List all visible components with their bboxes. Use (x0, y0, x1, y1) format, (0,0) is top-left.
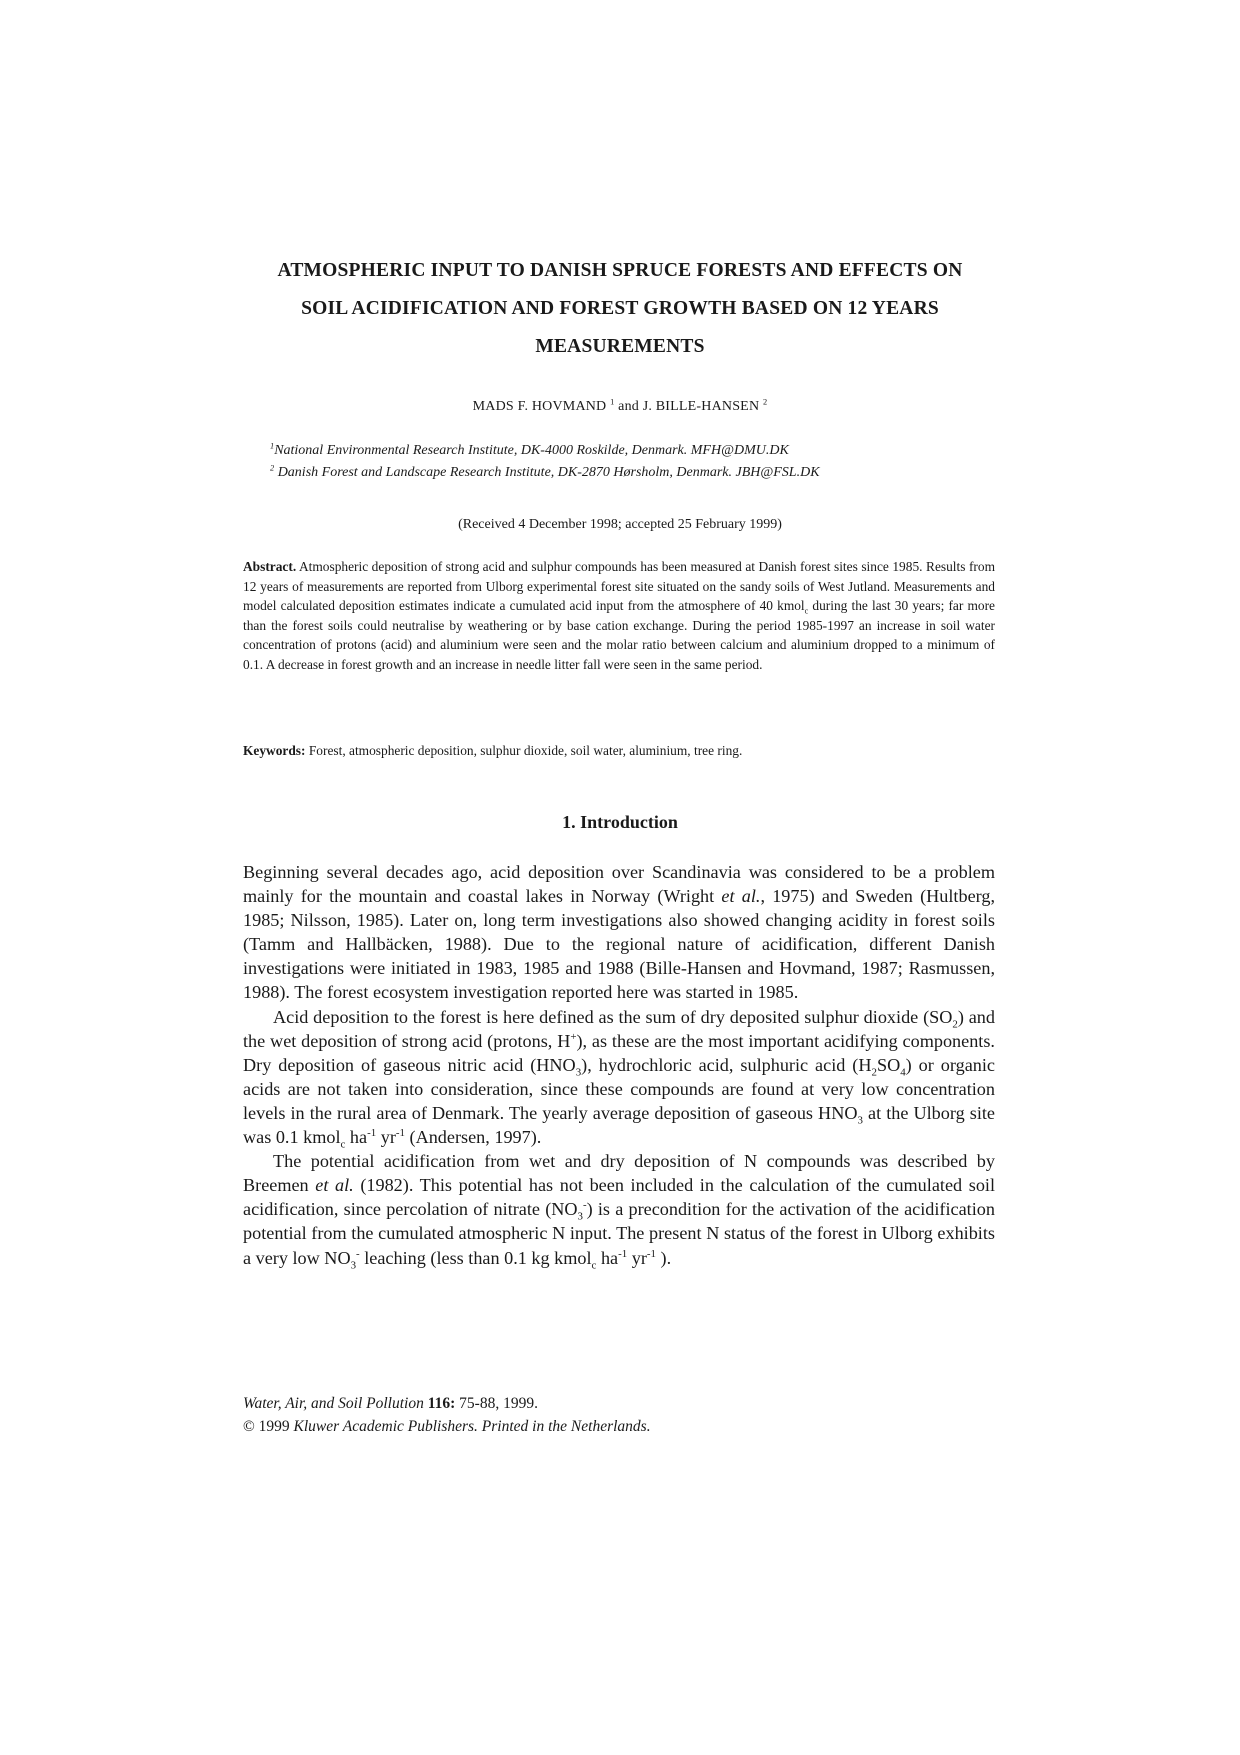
affiliation-2-mark: 2 (270, 463, 275, 473)
p2-text-e: SO (876, 1054, 901, 1075)
paragraph-1 (243, 860, 995, 1005)
affiliations (270, 440, 820, 484)
p3-text-b: (1982). This potential has not been included in the calculation of the cumulated soil acidification, since percolation of nitrate (NO (243, 1175, 996, 1220)
p2-text-j: (Andersen, 1997). (409, 1127, 542, 1148)
title-line-2: SOIL ACIDIFICATION AND FOREST GROWTH BASED ON 12 YEARS (301, 298, 939, 319)
abstract-label: Abstract. (243, 559, 297, 574)
abstract-sub-c: c (804, 606, 809, 616)
abstract-text-b: during the last 30 years; far more than the forest soils could neutralise by weathering or by base cation exchange. During the period 1985-1997 an increase in soil water concentration of protons (acid) and aluminium were seen and the molar ratio between calcium and aluminium dropped to a minimum of 0.1. A decrease in forest growth and an increase in needle litter fall were seen in the same period. (243, 598, 995, 672)
paragraph-3 (243, 1149, 996, 1272)
paper-title (200, 252, 1040, 366)
p2-c-sub: c (340, 1138, 346, 1151)
citation-line (243, 1392, 651, 1415)
p3-yr-sup: -1 (646, 1247, 656, 1260)
keywords (243, 743, 995, 759)
p3-c-sub: c (591, 1259, 597, 1272)
p3-text-f: yr (631, 1247, 647, 1268)
affiliation-1 (270, 440, 820, 462)
affiliation-2 (270, 462, 820, 484)
title-line-3: MEASUREMENTS (535, 336, 705, 357)
p3-no3b-sup: - (356, 1247, 360, 1260)
p2-text-b: ) and the wet deposition of strong acid (protons, H (243, 1006, 995, 1051)
p3-etal: et al. (315, 1175, 354, 1196)
p2-h2-sub: 2 (871, 1066, 877, 1079)
keywords-text: Forest, atmospheric deposition, sulphur dioxide, soil water, aluminium, tree ring. (308, 743, 743, 758)
p3-text-a: The potential acidification from wet and dry deposition of N compounds was described by Breemen (243, 1151, 995, 1196)
publisher: Kluwer Academic Publishers. Printed in the Netherlands. (293, 1418, 651, 1435)
section-heading: 1. Introduction (562, 812, 678, 832)
p3-ha-sup: -1 (618, 1247, 628, 1260)
p2-yr-sup: -1 (395, 1126, 405, 1139)
p2-text-h: ha (349, 1127, 368, 1148)
p3-no3-sub: 3 (577, 1210, 583, 1223)
p1-text-b: , 1975) and Sweden (Hultberg, 1985; Nilsson, 1985). Later on, long term investigations also showed changing acidity in forest soils (Tamm and Hallbäcken, 1988). Due to the regional nature of acidification, different Danish investigations were initiated in 1983, 1985 and 1988 (Bille-Hansen and Hovmand, 1987; Rasmussen, 1988). The forest ecosystem investigation reported here was started in 1985. (243, 886, 996, 1003)
introduction-body (243, 860, 995, 1270)
p3-text-g: ). (660, 1247, 672, 1268)
p1-etal: et al. (721, 886, 761, 907)
p2-text-c: ), as these are the most important acidifying components. Dry deposition of gaseous nitric acid (HNO (243, 1030, 995, 1075)
p2-text-g: at the Ulborg site was 0.1 kmol (243, 1102, 995, 1148)
p2-text-a: Acid deposition to the forest is here defined as the sum of dry deposited sulphur dioxide (SO (273, 1006, 953, 1027)
copyright-year: © 1999 (243, 1418, 290, 1435)
author-line (200, 399, 1040, 415)
abstract (243, 557, 995, 675)
p3-text-e: ha (600, 1247, 619, 1268)
affiliation-2-text: Danish Forest and Landscape Research Institute, DK-2870 Hørsholm, Denmark. JBH@FSL.DK (277, 465, 820, 480)
p3-no3b-sub: 3 (350, 1259, 357, 1272)
journal-name: Water, Air, and Soil Pollution (243, 1395, 424, 1412)
p2-text-d: ), hydrochloric acid, sulphuric acid (H (581, 1054, 872, 1075)
p2-h-sup: + (570, 1030, 577, 1043)
journal-footer (243, 1392, 651, 1438)
copyright-line (243, 1415, 651, 1438)
p2-hno3-sub: 3 (575, 1066, 582, 1079)
p2-text-i: yr (380, 1127, 396, 1148)
author-1: MADS F. HOVMAND (472, 399, 607, 414)
received-dates: (Received 4 December 1998; accepted 25 February 1999) (458, 517, 782, 532)
p2-so4-sub: 4 (900, 1066, 906, 1079)
journal-volume: 116: (427, 1395, 456, 1412)
p2-so2-sub: 2 (952, 1018, 958, 1031)
journal-pages: 75-88, 1999. (459, 1395, 538, 1412)
paragraph-2 (243, 1005, 995, 1150)
keywords-label: Keywords: (243, 743, 306, 758)
affiliation-1-mark: 1 (270, 441, 275, 451)
p3-text-c: ) is a precondition for the activation of the acidification potential from the cumulated atmospheric N input. The present N status of the forest in Ulborg exhibits a very low NO (243, 1199, 995, 1268)
p2-ha-sup: -1 (367, 1126, 377, 1139)
author-2-affil-mark: 2 (762, 397, 768, 407)
p2-text-f: ) or organic acids are not taken into consideration, since these compounds are found at very low concentration levels in the rural area of Denmark. The yearly average deposition of gaseous HNO (243, 1054, 995, 1123)
p2-hno3b-sub: 3 (857, 1114, 863, 1127)
author-1-affil-mark: 1 (610, 397, 615, 407)
affiliation-1-text: National Environmental Research Institute, DK-4000 Roskilde, Denmark. MFH@DMU.DK (274, 443, 789, 458)
title-line-1: ATMOSPHERIC INPUT TO DANISH SPRUCE FORESTS AND EFFECTS ON (277, 260, 963, 281)
p3-no3-sup: - (582, 1199, 587, 1212)
p3-text-d: leaching (less than 0.1 kg kmol (364, 1247, 592, 1268)
p1-text-a: Beginning several decades ago, acid deposition over Scandinavia was considered to be a problem mainly for the mountain and coastal lakes in Norway (Wright (243, 862, 995, 907)
author-joiner: and (618, 399, 639, 414)
author-2: J. BILLE-HANSEN (642, 399, 760, 414)
abstract-text-a: Atmospheric deposition of strong acid and sulphur compounds has been measured at Danish forest sites since 1985. Results from 12 years of measurements are reported from Ulborg experimental forest site situated on the sandy soils of West Jutland. Measurements and model calculated deposition estimates indicate a cumulated acid input from the atmosphere of 40 kmol (243, 559, 996, 614)
